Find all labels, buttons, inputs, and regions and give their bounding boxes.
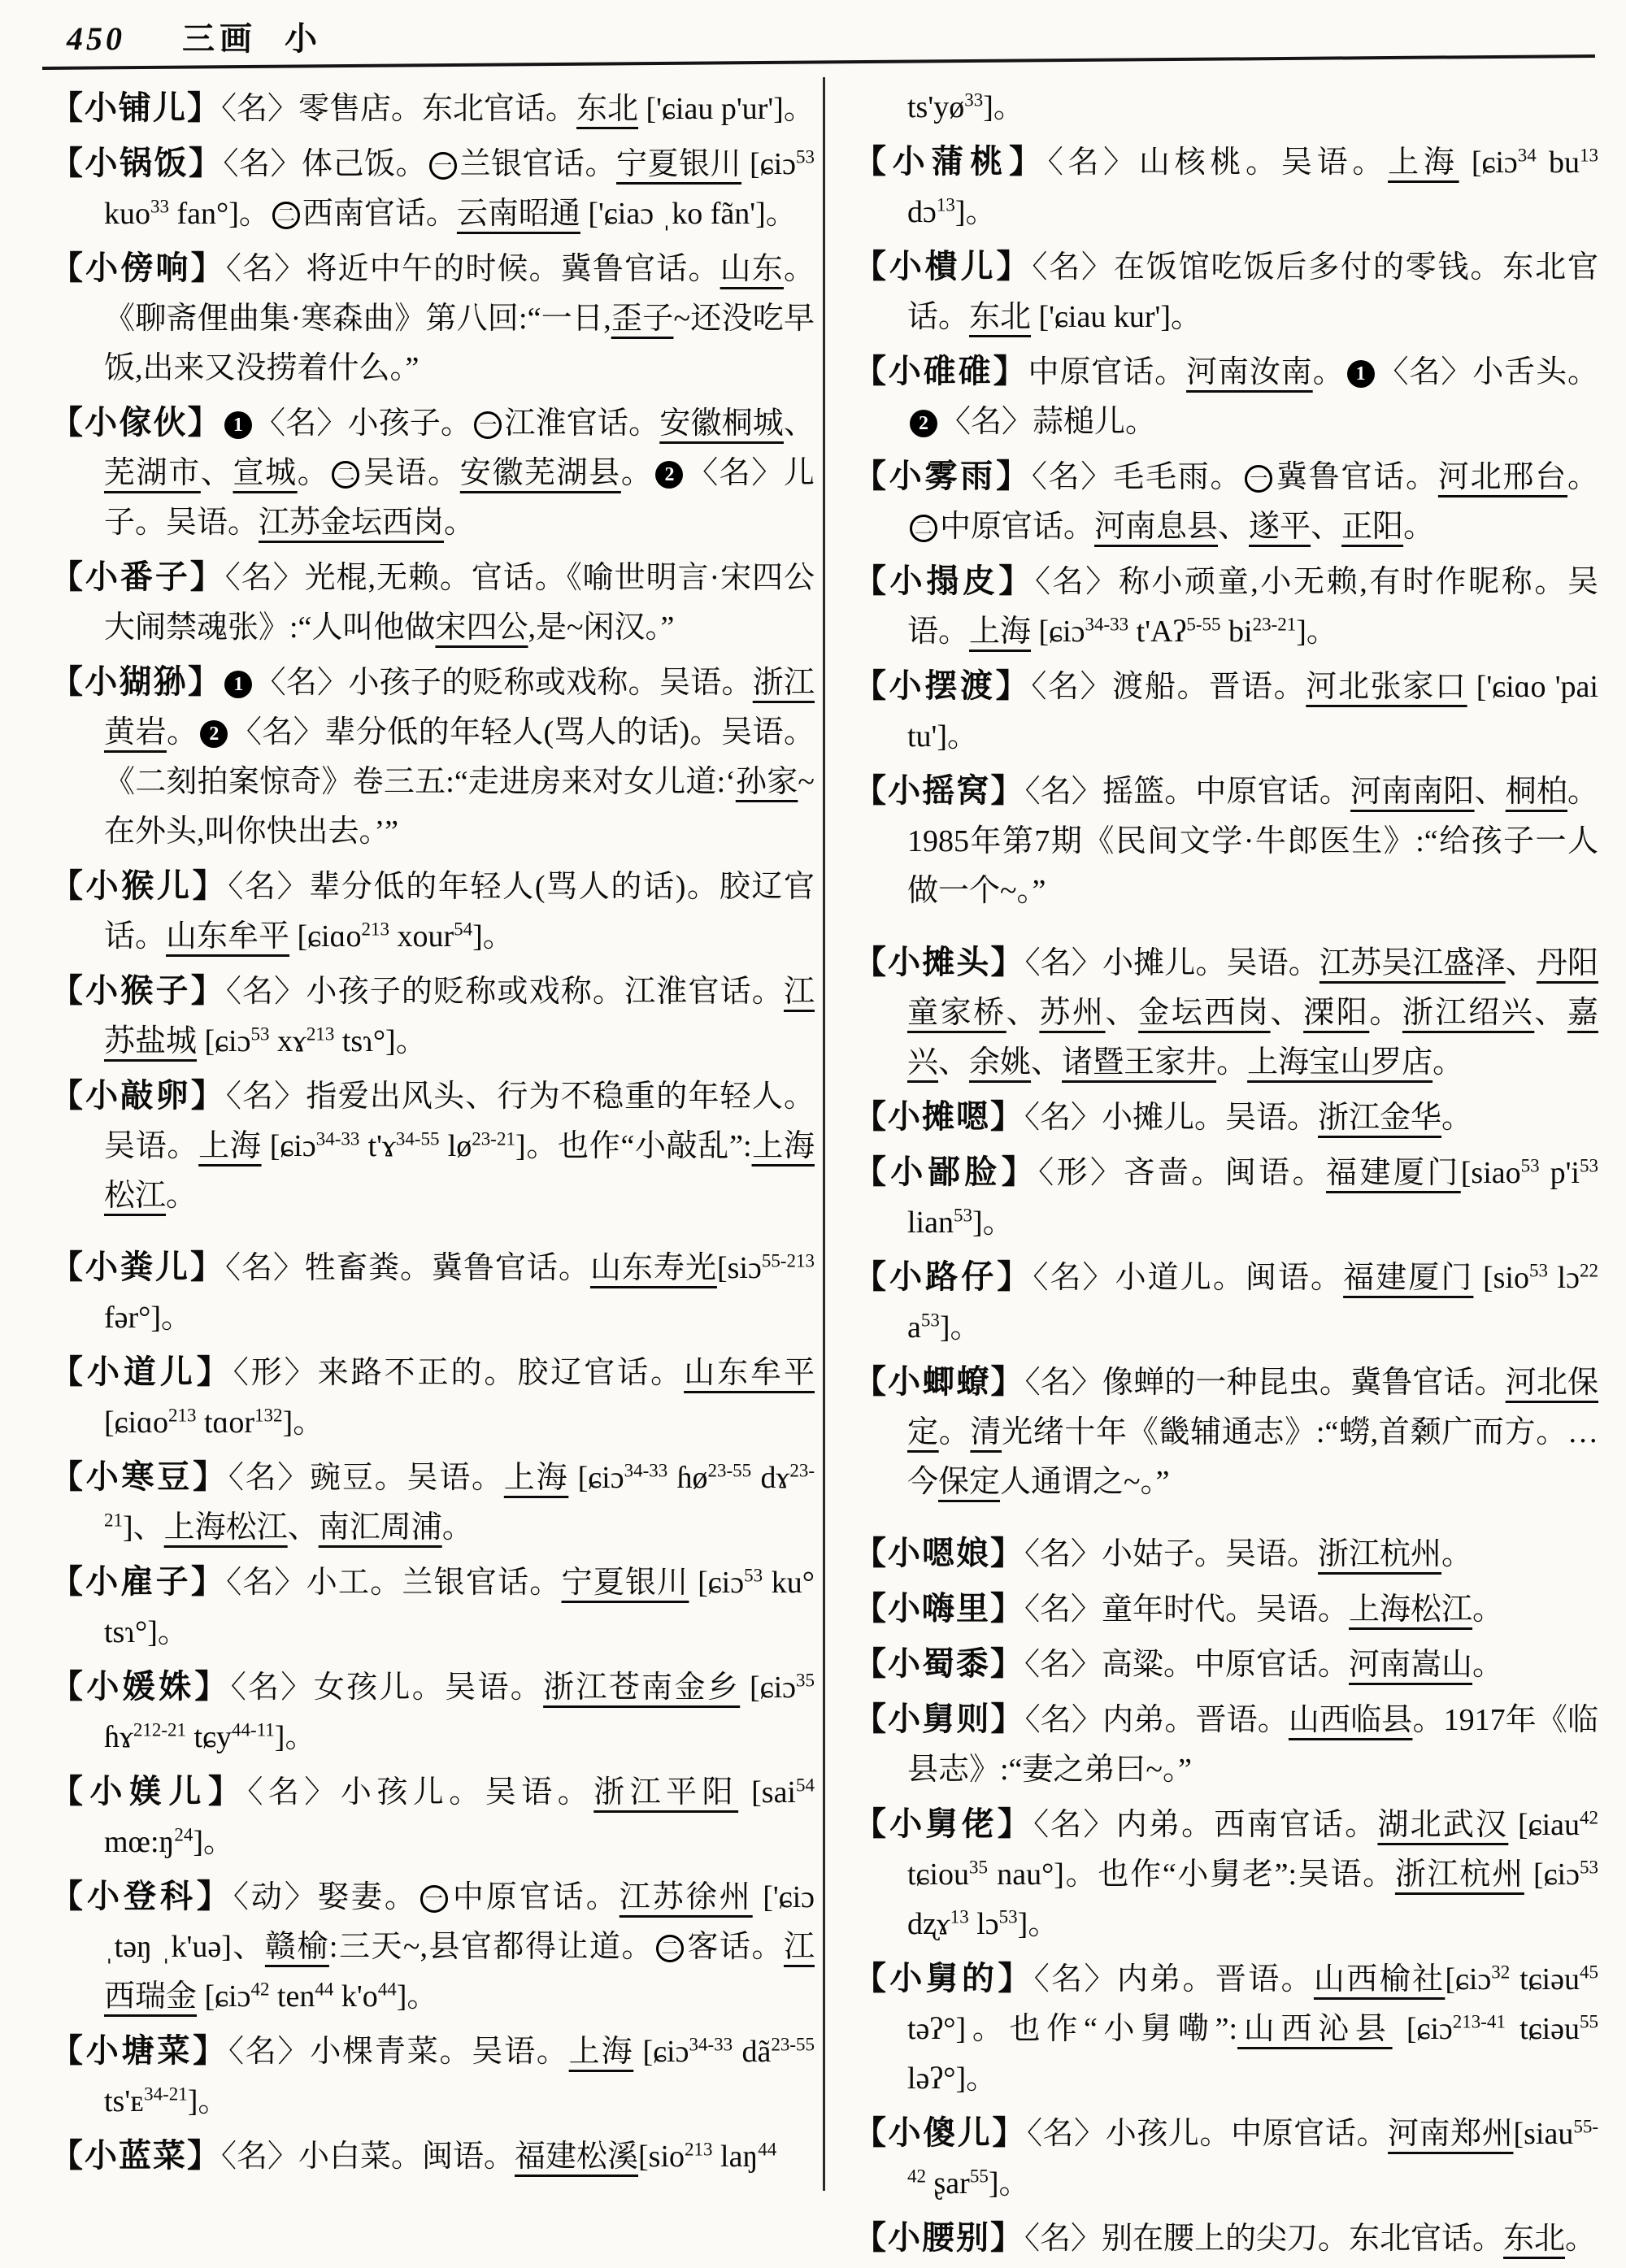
tone-superscript: 32 — [1491, 1962, 1511, 1983]
tone-superscript: 22 — [1579, 1260, 1598, 1281]
entry-headword: 【小寒豆】 — [50, 1458, 228, 1495]
entry-headword: 【小樻儿】 — [854, 248, 1033, 285]
dictionary-entry: 【小道儿】〈形〉来路不正的。胶辽官话。山东牟平 [ɕiɑo$^{213}$ tɑor$^{132}$]。 — [50, 1353, 815, 1440]
dictionary-entry: 【小媄儿】〈名〉小孩儿。吴语。浙江平阳 [sai$^{54}$ $mœ:ŋ^{24}$]。 — [50, 1773, 815, 1859]
dictionary-entry: 【小塘菜】〈名〉小棵青菜。吴语。上海 [ɕiɔ$^{34-33}$ $dã^{23-55}$ ts'ᴇ$^{34-21}$]。 — [50, 2032, 815, 2118]
entry-headword: 【小蓝菜】 — [50, 2137, 221, 2174]
dictionary-entry: 【小猴子】〈名〉小孩子的贬称或戏称。江淮官话。江苏盐城 [ɕiɔ$^{53}$ xɤ$^{213}$ tsɿ°]。 — [50, 972, 815, 1058]
place-name: 芜湖市 — [104, 456, 201, 490]
dictionary-entry: 【小搨皮】〈名〉称小顽童,小无赖,有时作昵称。吴语。上海 [ɕiɔ$^{34-33}$ t'Aʔ$^{5-55}$ $bi^{23-21}$]。 — [854, 563, 1598, 649]
subsense-number-badge: 一 — [420, 1885, 448, 1913]
sense-number-badge: 2 — [910, 410, 937, 437]
entry-headword: 【小摆渡】 — [854, 667, 1032, 704]
tone-superscript: 212-21 — [133, 1719, 187, 1740]
subsense-number-badge: 一 — [474, 411, 502, 439]
place-name: 河南嵩山 — [1349, 1648, 1473, 1682]
place-name: 南汇周浦 — [318, 1510, 442, 1545]
tone-superscript: 53 — [953, 1205, 972, 1226]
dictionary-entry: 【小番子】〈名〉光棍,无赖。官话。《喻世明言·宋四公大闹禁魂张》:“人叫他做宋四公,是~闲汉。” — [50, 558, 815, 645]
tone-superscript: 42 — [250, 1979, 270, 2000]
entry-headword: 【小摇窝】 — [854, 772, 1025, 809]
tone-superscript: 54 — [796, 1775, 815, 1796]
tone-superscript: 132 — [254, 1405, 283, 1426]
subsense-number-badge: 一 — [1245, 465, 1272, 493]
entry-headword: 【小蜀黍】 — [854, 1645, 1024, 1682]
subsense-number-badge: 二 — [272, 202, 300, 229]
tone-superscript: 213 — [361, 919, 389, 940]
dictionary-entry: 【小路仔】〈名〉小道儿。闽语。福建厦门 [sio$^{53}$ lɔ$^{22}$ $a^{53}$]。 — [854, 1258, 1598, 1345]
tone-superscript: 53 — [1579, 1857, 1598, 1878]
entry-headword: 【小媄儿】 — [50, 1773, 248, 1810]
dictionary-entry: 【小傍响】〈名〉将近中午的时候。冀鲁官话。山东。《聊斋俚曲集·寒森曲》第八回:“一日,歪子~还没吃早饭,出来又没捞着什么。” — [50, 250, 815, 385]
place-name: 河南息县 — [1094, 510, 1219, 544]
dictionary-entry: 【小寒豆】〈名〉豌豆。吴语。上海 [ɕiɔ$^{34-33}$ ɦø$^{23-55}$ dɤ$^{23-21}$]、上海松江、南汇周浦。 — [50, 1458, 815, 1545]
entry-headword: 【小鄙脸】 — [854, 1154, 1039, 1190]
page-number: 450 — [67, 20, 125, 57]
entry-headword: 【小嗯娘】 — [854, 1535, 1024, 1571]
dictionary-entry: 【小舅的】〈名〉内弟。晋语。山西榆社[ɕiɔ$^{32}$ tɕiəu$^{45}$ təʔ°]。也作“小舅嘞”:山西沁县 [ɕiɔ$^{213-41}$ tɕiəu$^{55}$ ləʔ°]。 — [854, 1960, 1598, 2096]
entry-headword: 【小番子】 — [50, 558, 225, 595]
entry-headword: 【小道儿】 — [50, 1353, 233, 1390]
place-name: 浙江绍兴 — [1402, 996, 1535, 1030]
entry-headword: 【小搨皮】 — [854, 563, 1036, 599]
dictionary-entry: 【小蒲桃】〈名〉山核桃。吴语。上海 [ɕiɔ$^{34}$ $bu^{13}$ dɔ$^{13}$]。 — [854, 143, 1599, 229]
place-name: 安徽芜湖县 — [459, 456, 621, 490]
place-name: 苏州 — [1039, 996, 1106, 1030]
dictionary-entry: 【小嗨里】〈名〉童年时代。吴语。上海松江。 — [854, 1590, 1504, 1627]
sense-number-badge: 1 — [1347, 360, 1375, 388]
tone-superscript: 23-21 — [104, 1460, 815, 1531]
dictionary-entry: 【小舅则】〈名〉内弟。晋语。山西临县。1917年《临县志》:“妻之弟曰~。” — [854, 1701, 1598, 1787]
place-name: 正阳 — [1341, 510, 1404, 544]
tone-superscript: 34 — [1517, 145, 1537, 166]
sense-number-badge: 1 — [224, 411, 252, 439]
place-name: 诸暨王家井 — [1062, 1045, 1217, 1080]
tone-superscript: 34-33 — [624, 1460, 668, 1481]
place-name: 河南南阳 — [1350, 775, 1475, 809]
tone-superscript: 24 — [174, 1824, 193, 1845]
entry-headword: 【小登科】 — [50, 1878, 233, 1914]
tone-superscript: 34-33 — [689, 2034, 733, 2055]
entry-headword: 【小媛姝】 — [50, 1668, 231, 1705]
place-name: 河北邢台 — [1437, 460, 1567, 494]
tone-superscript: 13 — [950, 1906, 969, 1927]
tone-superscript: 13 — [1580, 145, 1599, 166]
right-column — [854, 83, 1598, 2268]
subsense-number-badge: 一 — [429, 152, 457, 180]
entry-headword: 【小舅佬】 — [854, 1805, 1034, 1842]
tone-superscript: 34-21 — [144, 2083, 188, 2105]
dictionary-entry: 【小敲卵】〈名〉指爱出风头、行为不稳重的年轻人。吴语。上海 [ɕiɔ$^{34-33}$ t'ɤ$^{34-55}$ $lø^{23-21}$]。也作“小敲乱”:上海松江。 — [50, 1077, 815, 1213]
dictionary-entry: 【小摆渡】〈名〉渡船。晋语。河北张家口 ['ɕiɑo 'pai tu']。 — [854, 667, 1598, 754]
tone-superscript: 34-55 — [395, 1128, 440, 1149]
entry-headword: 【小雾雨】 — [854, 458, 1032, 494]
place-name: 江西瑞金 — [104, 1930, 815, 2014]
place-name: 宁夏银川 — [561, 1566, 689, 1600]
tone-superscript: 213 — [685, 2139, 713, 2160]
entry-headword: 【小舅则】 — [854, 1701, 1025, 1737]
tone-superscript: 44-11 — [231, 1719, 275, 1740]
place-name: 上海 — [198, 1129, 262, 1163]
place-name: 金坛西岗 — [1138, 996, 1271, 1030]
place-name: 河南汝南 — [1186, 355, 1313, 389]
sense-number-badge: 2 — [655, 461, 683, 489]
place-name: 山西榆社 — [1313, 1962, 1446, 1996]
place-name: 遂平 — [1249, 510, 1311, 544]
place-name: 福建厦门 — [1326, 1156, 1461, 1190]
entry-headword: 【小猢狲】 — [50, 663, 223, 700]
place-name: 上海 — [969, 615, 1032, 649]
place-name: 嘉兴 — [907, 996, 1598, 1080]
place-name: 上海松江 — [163, 1510, 288, 1545]
place-name: 东北 — [1503, 2222, 1566, 2256]
tone-superscript: 53 — [744, 1565, 763, 1586]
tone-superscript: 44 — [377, 1979, 397, 2000]
tone-superscript: 35 — [796, 1670, 815, 1691]
radical-title: 小 — [285, 20, 317, 57]
place-name: 福建松溪 — [515, 2140, 639, 2174]
dictionary-entry: 【小粪儿】〈名〉牲畜粪。冀鲁官话。山东寿光[siɔ$^{55-213}$ fər°]。 — [50, 1249, 815, 1335]
tone-superscript: 45 — [1579, 1962, 1598, 1983]
tone-superscript: 53 — [920, 1310, 940, 1331]
dictionary-entry: 【小傻儿】〈名〉小孩儿。中原官话。河南郑州[siau$^{55-42}$ ʂar$^{55}$]。 — [854, 2114, 1598, 2201]
dictionary-entry: 【小猴儿】〈名〉辈分低的年轻人(骂人的话)。胶辽官话。山东牟平 [ɕiɑo$^{213}$ xour$^{54}$]。 — [50, 867, 815, 954]
tone-superscript: 54 — [454, 919, 473, 940]
place-name: 湖北武汉 — [1377, 1808, 1509, 1842]
place-name: 福建厦门 — [1343, 1261, 1474, 1295]
entry-headword: 【小路仔】 — [854, 1258, 1033, 1295]
place-name: 山东 — [720, 252, 784, 286]
tone-superscript: 213 — [306, 1023, 335, 1045]
place-name: 清 — [970, 1415, 1002, 1449]
dictionary-entry: 【小雾雨】〈名〉毛毛雨。 一 冀鲁官话。河北邢台。二 中原官话。河南息县、遂平、正阳。 — [854, 458, 1598, 544]
dictionary-entry: 【小锅饭】〈名〉体己饭。 一 兰银官话。宁夏银川 [ɕiɔ$^{53}$ kuo$^{33}$ fan°]。 二 西南官话。云南昭通 ['ɕiaɔ ˌko fãn']。 — [50, 145, 815, 231]
column-divider — [823, 77, 825, 2191]
place-name: 桐柏 — [1505, 775, 1567, 809]
place-name: 歪子 — [611, 302, 674, 336]
tone-superscript: 55 — [1580, 2011, 1598, 2032]
entry-headword: 【小傻儿】 — [854, 2114, 1027, 2151]
tone-superscript: 34-33 — [315, 1128, 360, 1149]
subsense-number-badge: 二 — [656, 1935, 684, 1962]
entry-headword: 【小碓碓】 — [854, 353, 1028, 389]
sense-number-badge: 1 — [224, 671, 252, 698]
entry-headword: 【小傢伙】 — [50, 404, 222, 441]
place-name: 东北 — [576, 92, 639, 126]
tone-superscript: 23-21 — [472, 1128, 515, 1149]
entry-headword: 【小猴子】 — [50, 972, 226, 1009]
tone-superscript: 23-55 — [707, 1460, 752, 1481]
tone-superscript: 55 — [969, 2166, 989, 2187]
subsense-number-badge: 二 — [910, 515, 937, 542]
tone-superscript: 213 — [167, 1405, 197, 1426]
place-name: 东北 — [969, 300, 1032, 334]
entry-headword: 【小摊头】 — [854, 944, 1025, 980]
place-name: 上海 — [568, 2035, 634, 2069]
place-name: 浙江黄岩 — [104, 666, 815, 749]
entry-headword: 【小铺儿】 — [50, 89, 221, 126]
stroke-section-title: 三画 — [182, 20, 257, 57]
place-name: 上海 — [503, 1461, 569, 1495]
entry-headword: 【小腰别】 — [854, 2219, 1024, 2256]
place-name: 河北张家口 — [1306, 670, 1467, 704]
tone-superscript: 13 — [936, 194, 955, 215]
place-name: 浙江平阳 — [593, 1775, 739, 1810]
place-name: 江苏吴江盛泽 — [1319, 946, 1506, 980]
tone-superscript: 213-41 — [1452, 2011, 1506, 2032]
tone-superscript: 53 — [250, 1023, 270, 1045]
place-name: 河南郑州 — [1388, 2117, 1514, 2151]
place-name: 宋四公 — [435, 610, 528, 645]
tone-superscript: 44 — [315, 1979, 334, 2000]
place-name: 云南昭通 — [456, 197, 580, 231]
place-name: 宣城 — [233, 456, 298, 490]
sense-number-badge: 2 — [200, 720, 228, 748]
entry-headword: 【小舅的】 — [854, 1960, 1034, 1996]
dictionary-entry: 【小摇窝】〈名〉摇篮。中原官话。河南南阳、桐柏。1985年第7期《民间文学·牛郎医生》:“给孩子一人做一个~。” — [854, 772, 1598, 908]
entry-headword: 【小傍响】 — [50, 250, 226, 286]
place-name: 宁夏银川 — [616, 147, 742, 181]
entry-headword: 【小锅饭】 — [50, 145, 224, 181]
subsense-number-badge: 二 — [332, 461, 359, 489]
place-name: 山西沁县 — [1237, 2012, 1393, 2046]
tone-superscript: 34-33 — [1085, 614, 1129, 635]
place-name: 浙江杭州 — [1394, 1857, 1524, 1892]
place-name: 上海松江 — [104, 1129, 815, 1213]
tone-superscript: 44 — [758, 2139, 777, 2160]
place-name: 孙家 — [735, 765, 798, 799]
tone-superscript: 53 — [796, 146, 815, 167]
dictionary-entry: 【小媛姝】〈名〉女孩儿。吴语。浙江苍南金乡 [ɕiɔ$^{35}$ ɦɤ$^{212-21}$ tɕy$^{44-11}$]。 — [50, 1668, 815, 1754]
place-name: 丹阳童家桥 — [907, 946, 1598, 1030]
place-name: 山西临县 — [1288, 1703, 1413, 1737]
dictionary-entry: 【小鄙脸】〈形〉吝啬。闽语。福建厦门[siao$^{53}$ $p'i^{53}$ lian$^{53}$]。 — [854, 1154, 1598, 1240]
dictionary-entry: 【小傢伙】 1 〈名〉小孩子。 一 江淮官话。安徽桐城、芜湖市、宣城。 二 吴语。安徽芜湖县。 2 〈名〉儿子。吴语。江苏金坛西岗。 — [50, 404, 815, 540]
tone-superscript: 33 — [150, 196, 169, 217]
left-column — [50, 83, 815, 2186]
entry-headword: 【小敲卵】 — [50, 1077, 226, 1114]
entry-headword: 【小粪儿】 — [50, 1249, 225, 1285]
place-name: 山东寿光 — [589, 1251, 717, 1285]
entry-headword: 【小蝍蟟】 — [854, 1363, 1025, 1400]
entry-headword: 【小雇子】 — [50, 1563, 227, 1600]
place-name: 江苏金坛西岗 — [259, 506, 445, 540]
tone-superscript: 33 — [964, 89, 984, 111]
tone-superscript: 35 — [968, 1857, 988, 1878]
tone-superscript: 5-55 — [1186, 614, 1221, 635]
tone-superscript: 53 — [1528, 1260, 1548, 1281]
tone-superscript: 23-55 — [771, 2034, 815, 2055]
place-name: 山东牟平 — [684, 1356, 815, 1390]
entry-headword: 【小摊嗯】 — [854, 1098, 1024, 1135]
dictionary-entry: 【小蓝菜】〈名〉小白菜。闽语。福建松溪[sio$^{213}$ laŋ$^{44}$ — [50, 2137, 777, 2174]
dictionary-entry: 【小蝍蟟】〈名〉像蝉的一种昆虫。冀鲁官话。河北保定。清光绪十年《畿辅通志》:“蟧,首颡广而方。…今保定人通谓之~。” — [854, 1363, 1598, 1499]
tone-superscript: 53 — [1580, 1155, 1598, 1176]
place-name: 上海 — [1388, 146, 1459, 180]
dictionary-entry: 【小碓碓】中原官话。河南汝南。 1 〈名〉小舌头。2 〈名〉蒜槌儿。 — [854, 353, 1598, 439]
place-name: 浙江金华 — [1318, 1101, 1442, 1135]
place-name: 上海松江 — [1349, 1592, 1473, 1627]
dictionary-entry: 【小猢狲】 1 〈名〉小孩子的贬称或戏称。吴语。浙江黄岩。 2 〈名〉辈分低的年轻人(骂人的话)。吴语。《二刻拍案惊奇》卷三五:“走进房来对女儿道:‘孙家~在外头,叫你快出去。’” — [50, 663, 815, 849]
place-name: 溧阳 — [1303, 996, 1370, 1030]
place-name: 江苏徐州 — [619, 1880, 753, 1914]
entry-headword: 【小嗨里】 — [854, 1590, 1024, 1627]
place-name: 河北保定 — [907, 1366, 1598, 1449]
page-header — [67, 13, 317, 59]
tone-superscript: 55-213 — [761, 1250, 815, 1271]
place-name: 安徽桐城 — [659, 406, 784, 441]
dictionary-entry: 【小登科】〈动〉娶妻。 一 中原官话。江苏徐州 ['ɕiɔ ˌtəŋ ˌk'uə]、赣榆:三天~,县官都得让道。 二 客话。江西瑞金 [ɕiɔ$^{42}$ ten$^{44}$ $k'o^{44}$]。 — [50, 1878, 815, 2014]
dictionary-entry: 【小摊头】〈名〉小摊儿。吴语。江苏吴江盛泽、丹阳童家桥、苏州、金坛西岗、溧阳。浙江绍兴、嘉兴、余姚、诸暨王家井。上海宝山罗店。 — [854, 944, 1598, 1080]
dictionary-entry: 【小舅佬】〈名〉内弟。西南官话。湖北武汉 [ɕiau$^{42}$ tɕiou$^{35}$ nau°]。也作“小舅老”:吴语。浙江杭州 [ɕiɔ$^{53}$ dʐɤ$^{13}$ lɔ$^{53}$]。 — [854, 1805, 1598, 1941]
dictionary-entry: $ts'yø^{33}$]。 — [907, 89, 1024, 124]
dictionary-entry: 【小摊嗯】〈名〉小摊儿。吴语。浙江金华。 — [854, 1098, 1473, 1135]
entry-headword: 【小猴儿】 — [50, 867, 228, 904]
tone-superscript: 23-21 — [1252, 614, 1297, 635]
dictionary-entry: 【小腰别】〈名〉别在腰上的尖刀。东北官话。东北。 — [854, 2219, 1597, 2256]
place-name: 浙江杭州 — [1318, 1537, 1442, 1571]
place-name: 山东牟平 — [166, 919, 290, 954]
place-name: 赣榆 — [264, 1930, 329, 1964]
dictionary-entry: 【小雇子】〈名〉小工。兰银官话。宁夏银川 [ɕiɔ$^{53}$ ku° tsɿ°]。 — [50, 1563, 815, 1649]
entry-headword: 【小塘菜】 — [50, 2032, 228, 2069]
place-name: 余姚 — [969, 1045, 1032, 1080]
entry-headword: 【小蒲桃】 — [854, 143, 1048, 180]
tone-superscript: 55-42 — [907, 2116, 1598, 2187]
place-name: 保定 — [938, 1465, 1001, 1499]
dictionary-entry: 【小樻儿】〈名〉在饭馆吃饭后多付的零钱。东北官话。东北 ['ɕiau kur']。 — [854, 248, 1598, 334]
dictionary-entry: 【小蜀黍】〈名〉高粱。中原官话。河南嵩山。 — [854, 1645, 1504, 1682]
tone-superscript: 53 — [1520, 1155, 1540, 1176]
place-name: 浙江苍南金乡 — [543, 1671, 741, 1705]
place-name: 上海宝山罗店 — [1247, 1045, 1433, 1080]
dictionary-entry: 【小铺儿】〈名〉零售店。东北官话。东北 ['ɕiau p'ur']。 — [50, 89, 815, 126]
place-name: 江苏盐城 — [104, 975, 815, 1058]
tone-superscript: 53 — [998, 1906, 1018, 1927]
tone-superscript: 42 — [1580, 1807, 1598, 1828]
dictionary-entry: 【小嗯娘】〈名〉小姑子。吴语。浙江杭州。 — [854, 1535, 1473, 1571]
